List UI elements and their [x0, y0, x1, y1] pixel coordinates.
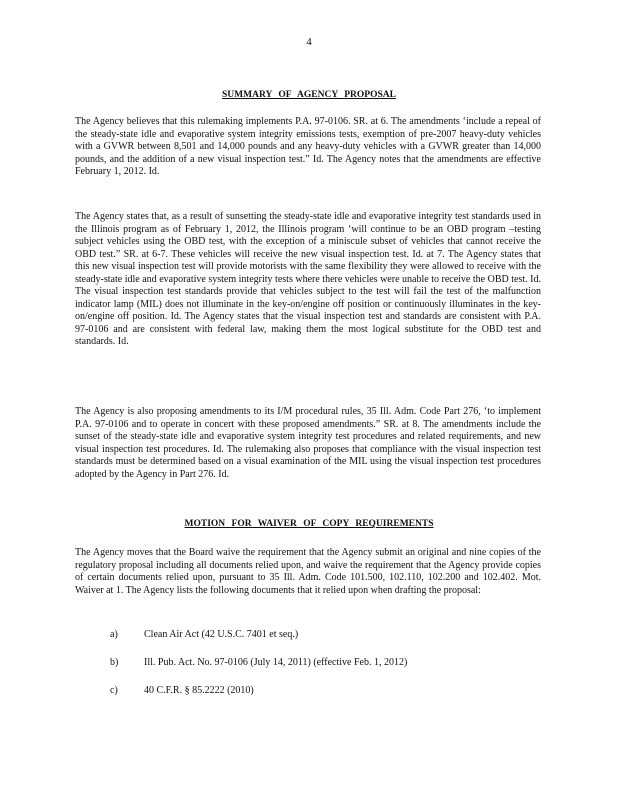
list-marker: c) — [110, 685, 118, 696]
list-marker: b) — [110, 657, 119, 668]
motion-paragraph: The Agency moves that the Board waive the requirement that the Agency submit an original and nine copies of the regulatory proposal including all documents relied upon, and waive the requirement that the Agency provide copies of certain documents relied upon, pursuant to 35 Ill. Adm. Code 101.500, 102.110, 102.200 and 102.402. Mot. Waiver at 1. The Agency lists the following documents that it relied upon when drafting the proposal: — [75, 547, 541, 596]
list-text: 40 C.F.R. § 85.2222 (2010) — [144, 685, 254, 696]
motion-heading — [0, 519, 618, 529]
summary-heading — [0, 90, 618, 100]
list-marker: a) — [110, 629, 118, 640]
list-item — [110, 629, 298, 640]
list-item — [110, 685, 254, 696]
summary-paragraph-1: The Agency believes that this rulemaking implements P.A. 97-0106. SR. at 6. The amendments ‘include a repeal of the steady-state idle and evaporative system integrity emissions tests, exemption of pre-2007 heavy-duty vehicles with a GVWR between 8,501 and 14,000 pounds and any heavy-duty vehicles with a GVWR greater than 14,000 pounds, and the addition of a new visual inspection test.” Id. The Agency notes that the amendments are effective February 1, 2012. Id. — [75, 116, 541, 177]
list-text: Clean Air Act (42 U.S.C. 7401 et seq.) — [144, 629, 299, 640]
list-text: Ill. Pub. Act. No. 97-0106 (July 14, 2011) (effective Feb. 1, 2012) — [144, 657, 408, 668]
summary-paragraph-3: The Agency is also proposing amendments to its I/M procedural rules, 35 Ill. Adm. Code Part 276, ‘to implement P.A. 97-0106 and to operate in concert with these proposed amendments.” SR. at 8. The amendments include the sunset of the steady-state idle and evaporative system integrity test procedures and related requirements, and new visual inspection test procedures. Id. The rulemaking also proposes that compliance with the visual inspection test standards must be determined based on a visual examination of the MIL using the visual inspection test procedures adopted by the Agency in Part 276. Id. — [75, 406, 541, 480]
list-item — [110, 657, 407, 668]
summary-heading-text: SUMMARY OF AGENCY PROPOSAL — [222, 90, 396, 100]
summary-paragraph-2: The Agency states that, as a result of sunsetting the steady-state idle and evaporative integrity test standards used in the Illinois program as of February 1, 2012, the Illinois program ‘will continue to be an OBD program –testing subject vehicles using the OBD test, with the exception of a miniscule subset of vehicles that cannot receive the OBD test.” SR. at 6-7. These vehicles will receive the new visual inspection test. Id. at 7. The Agency states that this new visual inspection test will provide motorists with the same flexibility they were allowed to receive with the steady-state idle and evaporative system integrity tests where there vehicles were unable to receive the OBD test. Id. The visual inspection test standards provide that vehicles subject to the test will fail the test of the malfunction indicator lamp (MIL) does not illuminate in the key-on/engine off position or continuously illuminates in the key-on/engine off position. Id. The Agency states that the visual inspection test and standards are consistent with P.A. 97-0106 and are consistent with federal law, making them the most logical substitute for the OBD test and standards. Id. — [75, 211, 541, 347]
motion-heading-text: MOTION FOR WAIVER OF COPY REQUIREMENTS — [184, 519, 434, 529]
page-number: 4 — [306, 36, 312, 48]
